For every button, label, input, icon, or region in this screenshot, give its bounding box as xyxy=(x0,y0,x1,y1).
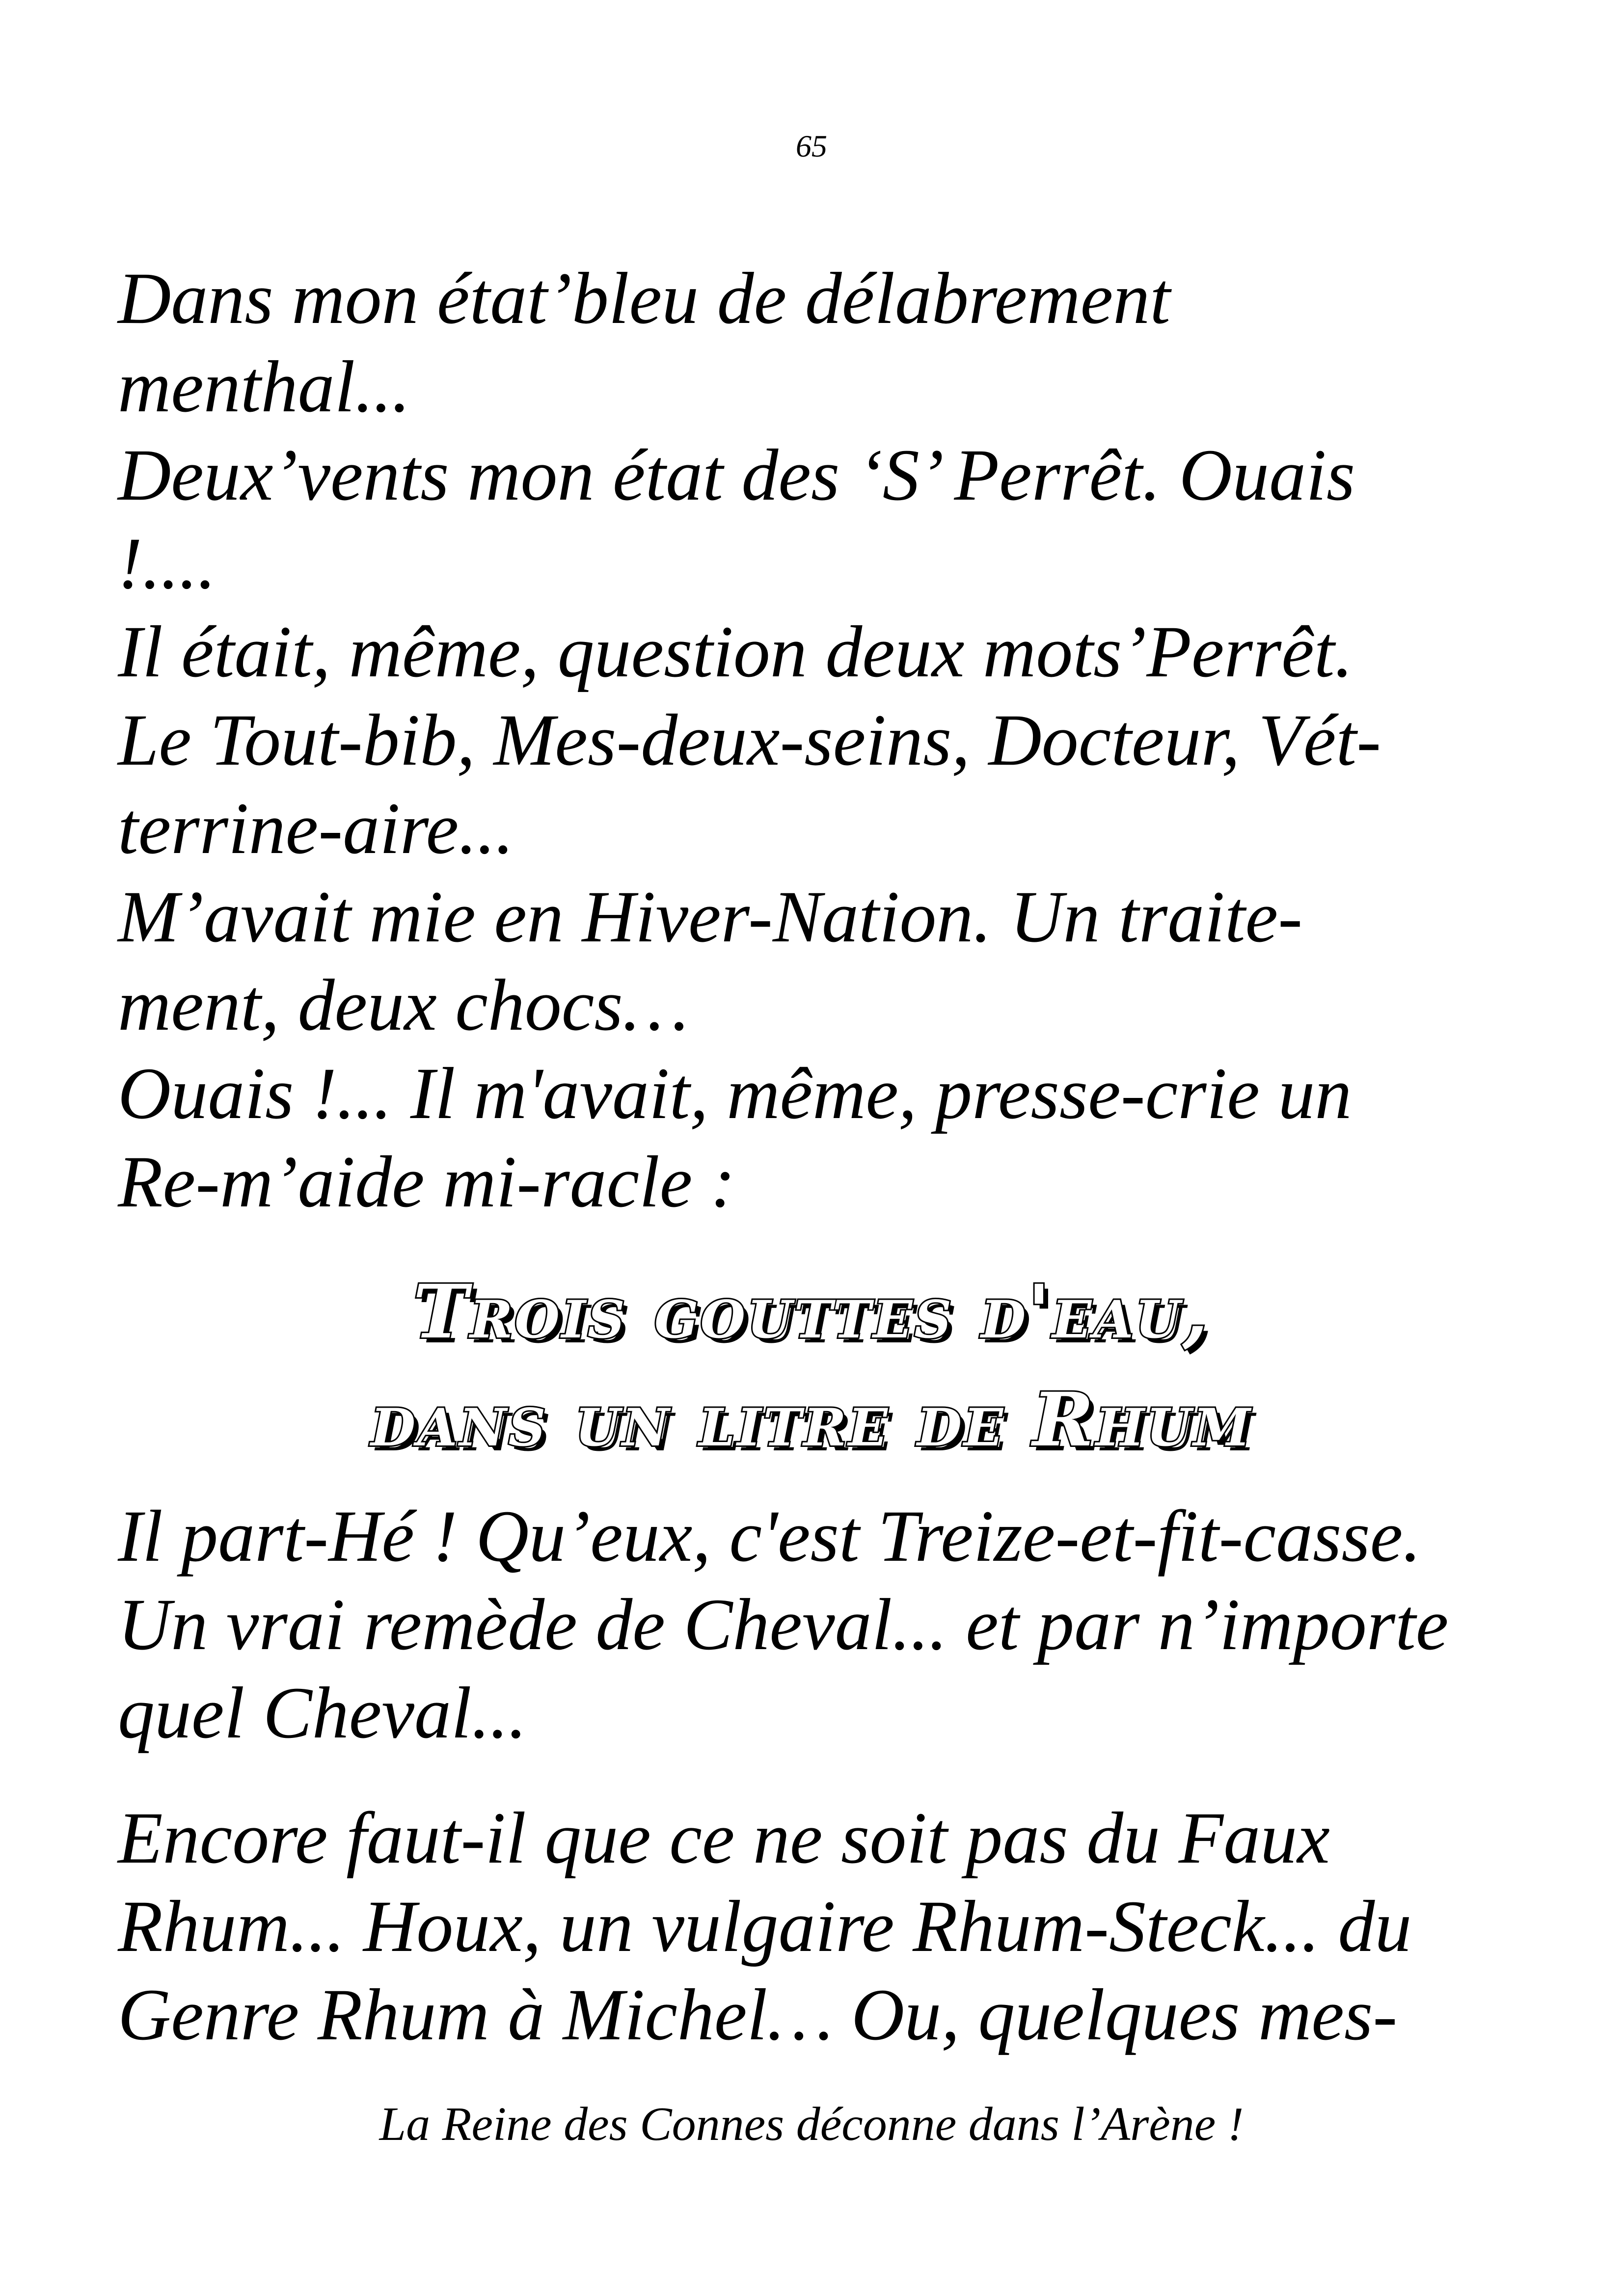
text-line: Ouais !... Il m'avait, même, presse-crie un xyxy=(118,1053,1352,1134)
text-line: Encore faut-il que ce ne soit pas du Faux xyxy=(118,1797,1330,1879)
text-line: Re-m’aide mi-racle : xyxy=(118,1141,735,1223)
text-line: Deux’vents mon état des ‘S’ Perrêt. Ouais xyxy=(118,434,1355,516)
text-line: ment, deux chocs… xyxy=(118,964,689,1046)
running-footer: La Reine des Connes déconne dans l’Arène ! xyxy=(379,2098,1244,2151)
text-line: Genre Rhum à Michel… Ou, quelques mes- xyxy=(118,1974,1398,2056)
text-line: Il part-Hé ! Qu’eux, c'est Treize-et-fit-casse. xyxy=(118,1495,1421,1577)
paragraph-3 xyxy=(118,1794,1532,2059)
text-line: terrine-aire... xyxy=(118,788,514,869)
text-line: menthal... xyxy=(118,346,410,427)
text-line: !.... xyxy=(118,523,216,604)
text-line: Un vrai remède de Cheval... et par n’importe xyxy=(118,1584,1449,1665)
text-line: Dans mon état’bleu de délabrement xyxy=(118,258,1170,339)
text-line: Le Tout-bib, Mes-deux-seins, Docteur, Vét- xyxy=(118,699,1381,781)
headline-line-1: Trois gouttes d'eau, xyxy=(413,1269,1210,1355)
text-line: Rhum... Houx, un vulgaire Rhum-Steck... du xyxy=(118,1886,1412,1967)
page-number: 65 xyxy=(796,129,827,163)
text-line: Il était, même, question deux mots’Perrêt. xyxy=(118,611,1353,693)
text-line: M’avait mie en Hiver-Nation. Un traite- xyxy=(118,876,1303,958)
text-line: quel Cheval... xyxy=(118,1672,527,1754)
paragraph-1 xyxy=(118,254,1532,1226)
headline-line-2: dans un litre de Rhum xyxy=(371,1377,1252,1463)
paragraph-2 xyxy=(118,1492,1532,1757)
